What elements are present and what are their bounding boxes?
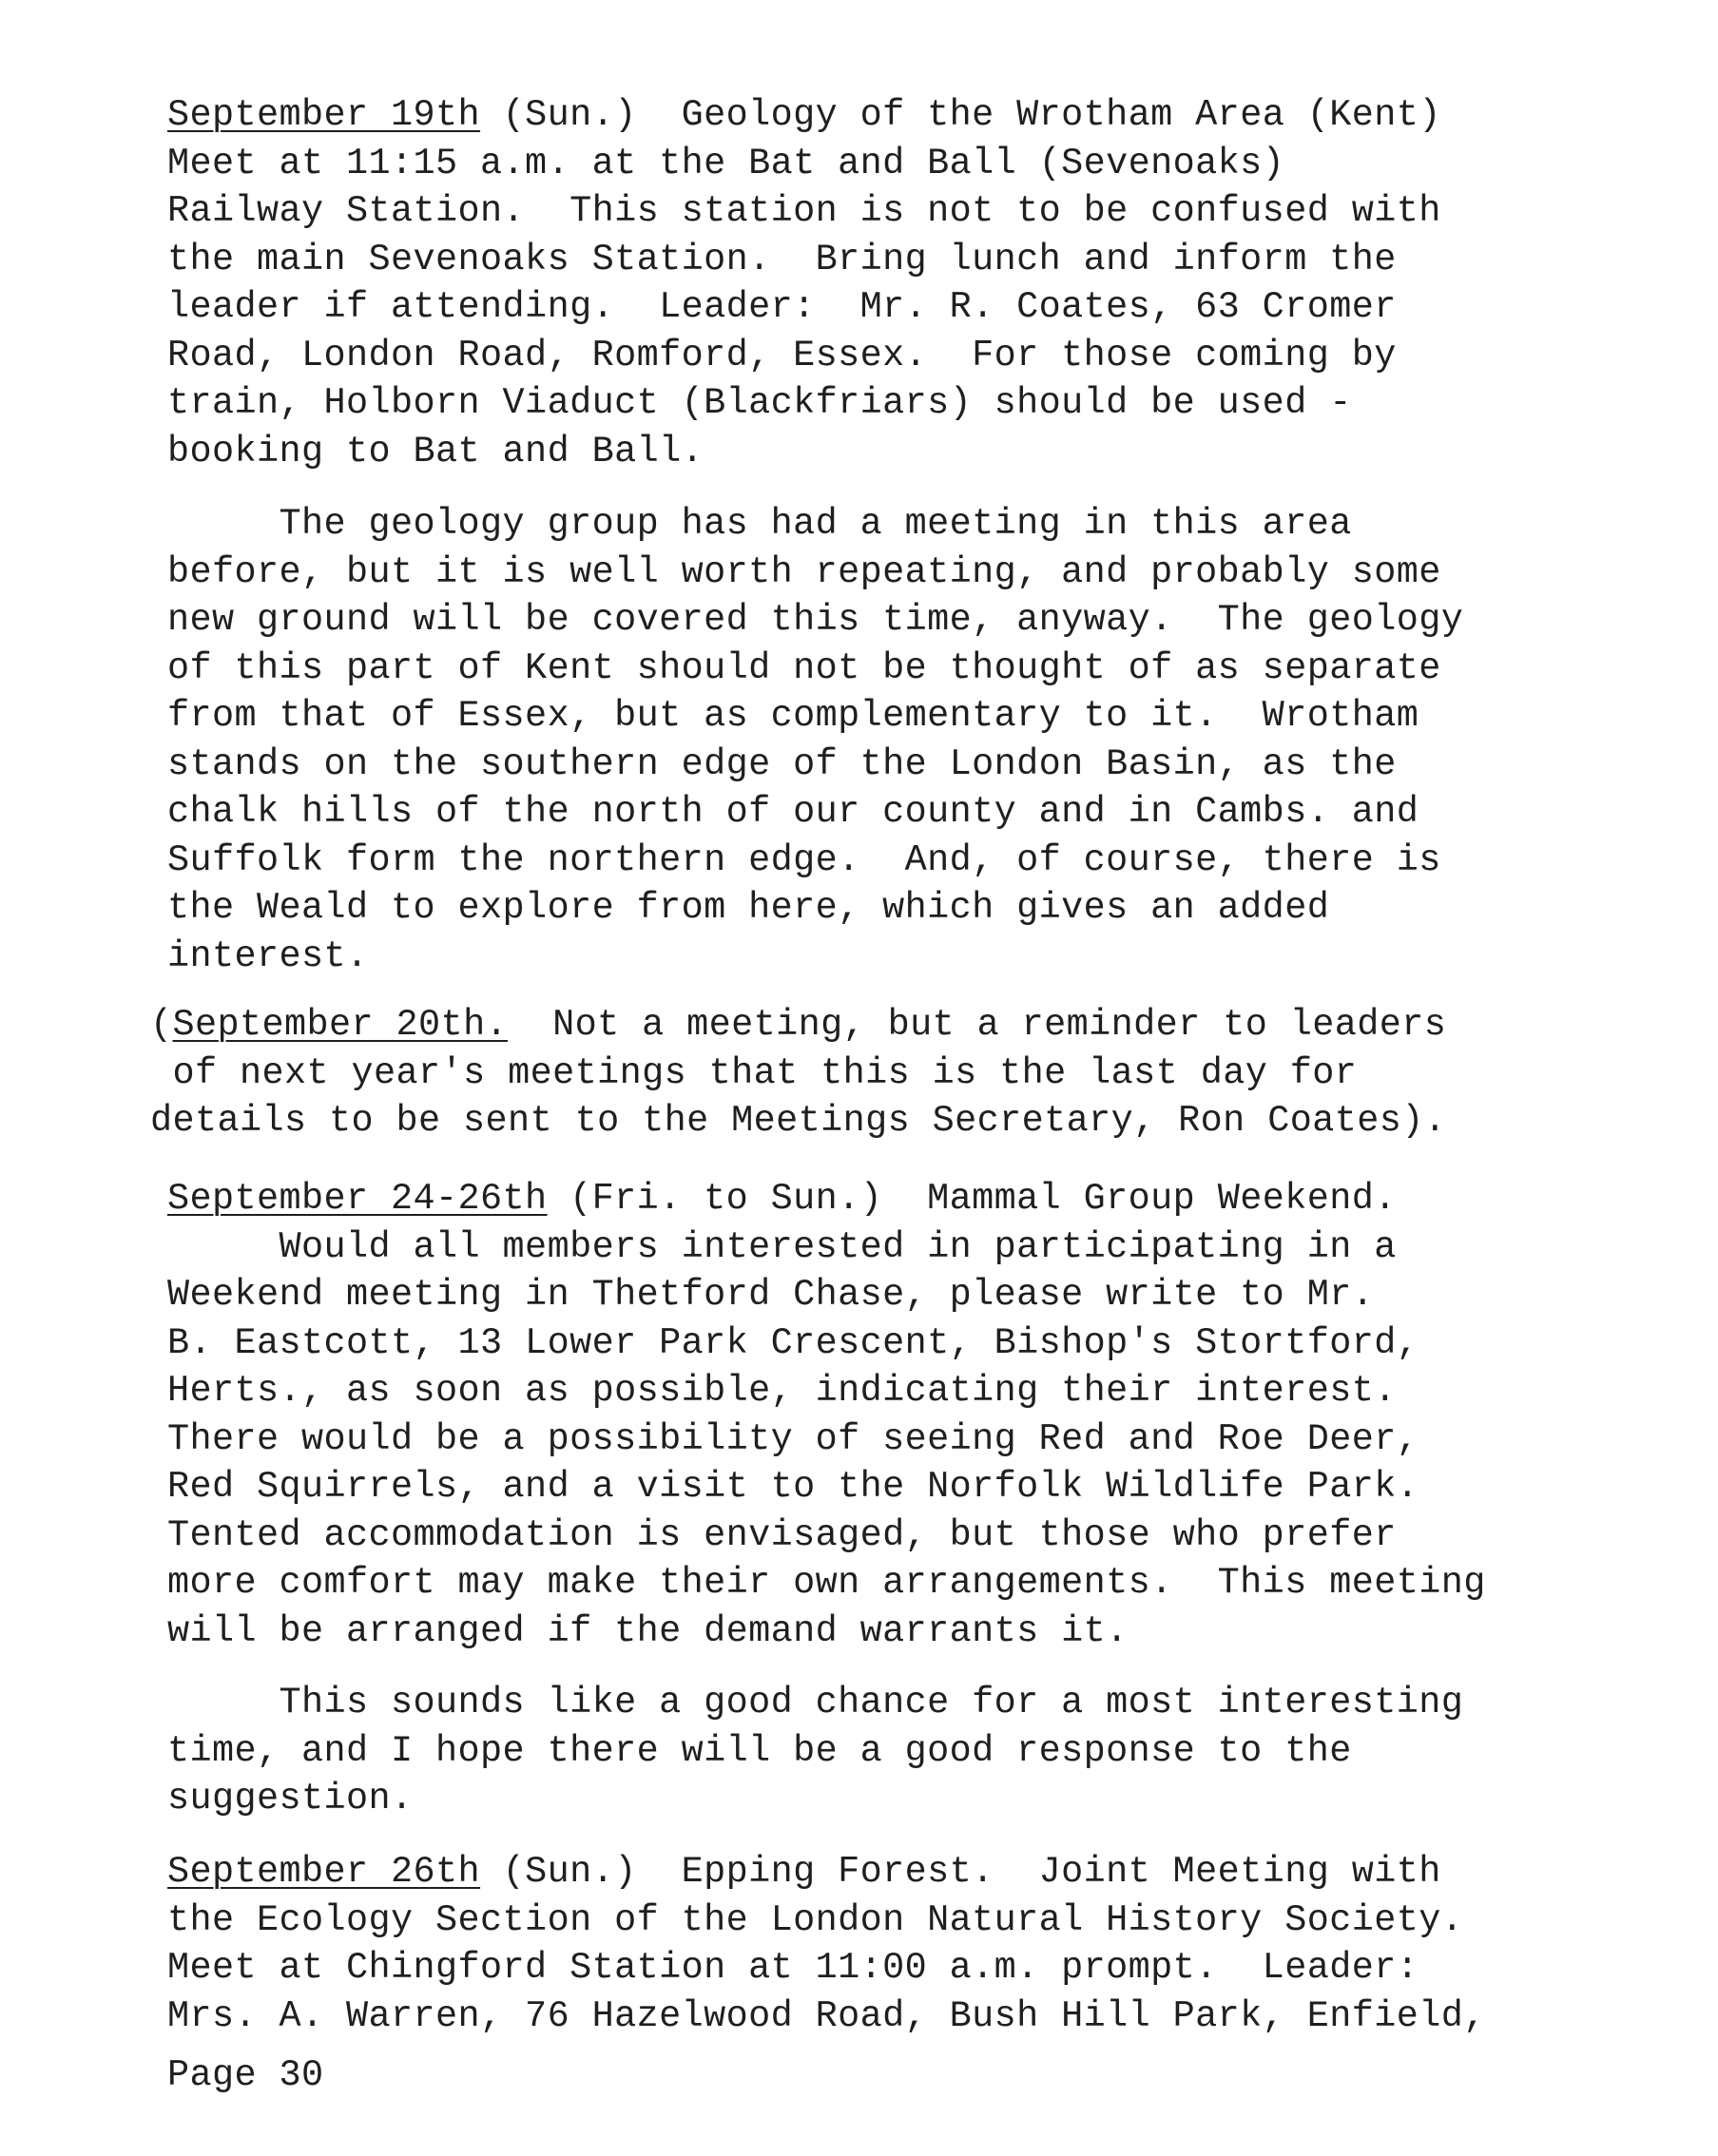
entry-date-heading: September 26th (167, 1851, 481, 1893)
response-paragraph: This sounds like a good chance for a most interesting time, and I hope there will be a good response to the suggestion. (167, 1682, 1464, 1819)
entry-body: the Ecology Section of the London Natural History Society. Meet at Chingford Station at 11:00 a.m. prompt. Leader: Mrs. A. Warren, 76 Hazelwood Road, Bush Hill Park, Enfield, (167, 1898, 1486, 2037)
geology-paragraph: The geology group has had a meeting in this area before, but it is well worth repeating, and probably some new ground will be covered this time, anyway. The geology of this part of Kent should not be thought of as separate from that of Essex, but as complementary to it. Wrotham stands on the southern edge of the London Basin, as the chalk hills of the north of our county and in Cambs. and Suffolk form the northern edge. And, of course, there is the Weald to explore from here, which gives an added interest. (167, 503, 1464, 977)
entry-date-heading: September 20th. (172, 1004, 509, 1046)
entry-body: Meet at 11:15 a.m. at the Bat and Ball (Sevenoaks) Railway Station. This station is not to be confused with the main Sevenoaks Station. Bring lunch and inform the leader if attending. Leader: Mr. R. Coates, 63 Cromer Road, London Road, Romford, Essex. For those coming by train, Holborn Viaduct (Blackfriars) should be used - booking to Bat and Ball. (167, 142, 1441, 472)
entry-body: Would all members interested in participating in a Weekend meeting in Thetford Chase, please write to Mr. B. Eastcott, 13 Lower Park Crescent, Bishop's Stortford, Herts., as soon as possible, indicating their interest. There would be a possibility of seeing Red and Roe Deer, Red Squirrels, and a visit to the Norfolk Wildlife Park. Tented accommodation is envisaged, but those who prefer more comfort may make their own arrangements. This meeting will be arranged if the demand warrants it. (167, 1225, 1486, 1652)
entry-title: Not a meeting, but a reminder to leaders (508, 1004, 1447, 1046)
page-number: Page 30 (167, 2054, 324, 2096)
entry-title: (Fri. to Sun.) Mammal Group Weekend. (547, 1178, 1397, 1220)
entry-title: (Sun.) Geology of the Wrotham Area (Kent) (480, 94, 1441, 136)
open-parenthesis: ( (150, 1004, 173, 1046)
entry-date-heading: September 24-26th (167, 1178, 548, 1220)
entry-september-26 (167, 1848, 1622, 2040)
entry-date-heading: September 19th (167, 94, 481, 136)
entry-title: (Sun.) Epping Forest. Joint Meeting with (480, 1851, 1441, 1893)
entry-body: of next year's meetings that this is the last day for details to be sent to the Meetings Secretary, Ron Coates). (150, 1051, 1447, 1142)
entry-september-20 (150, 1001, 1605, 1145)
entry-september-24-26 (167, 1175, 1622, 1655)
entry-september-19 (167, 91, 1622, 475)
